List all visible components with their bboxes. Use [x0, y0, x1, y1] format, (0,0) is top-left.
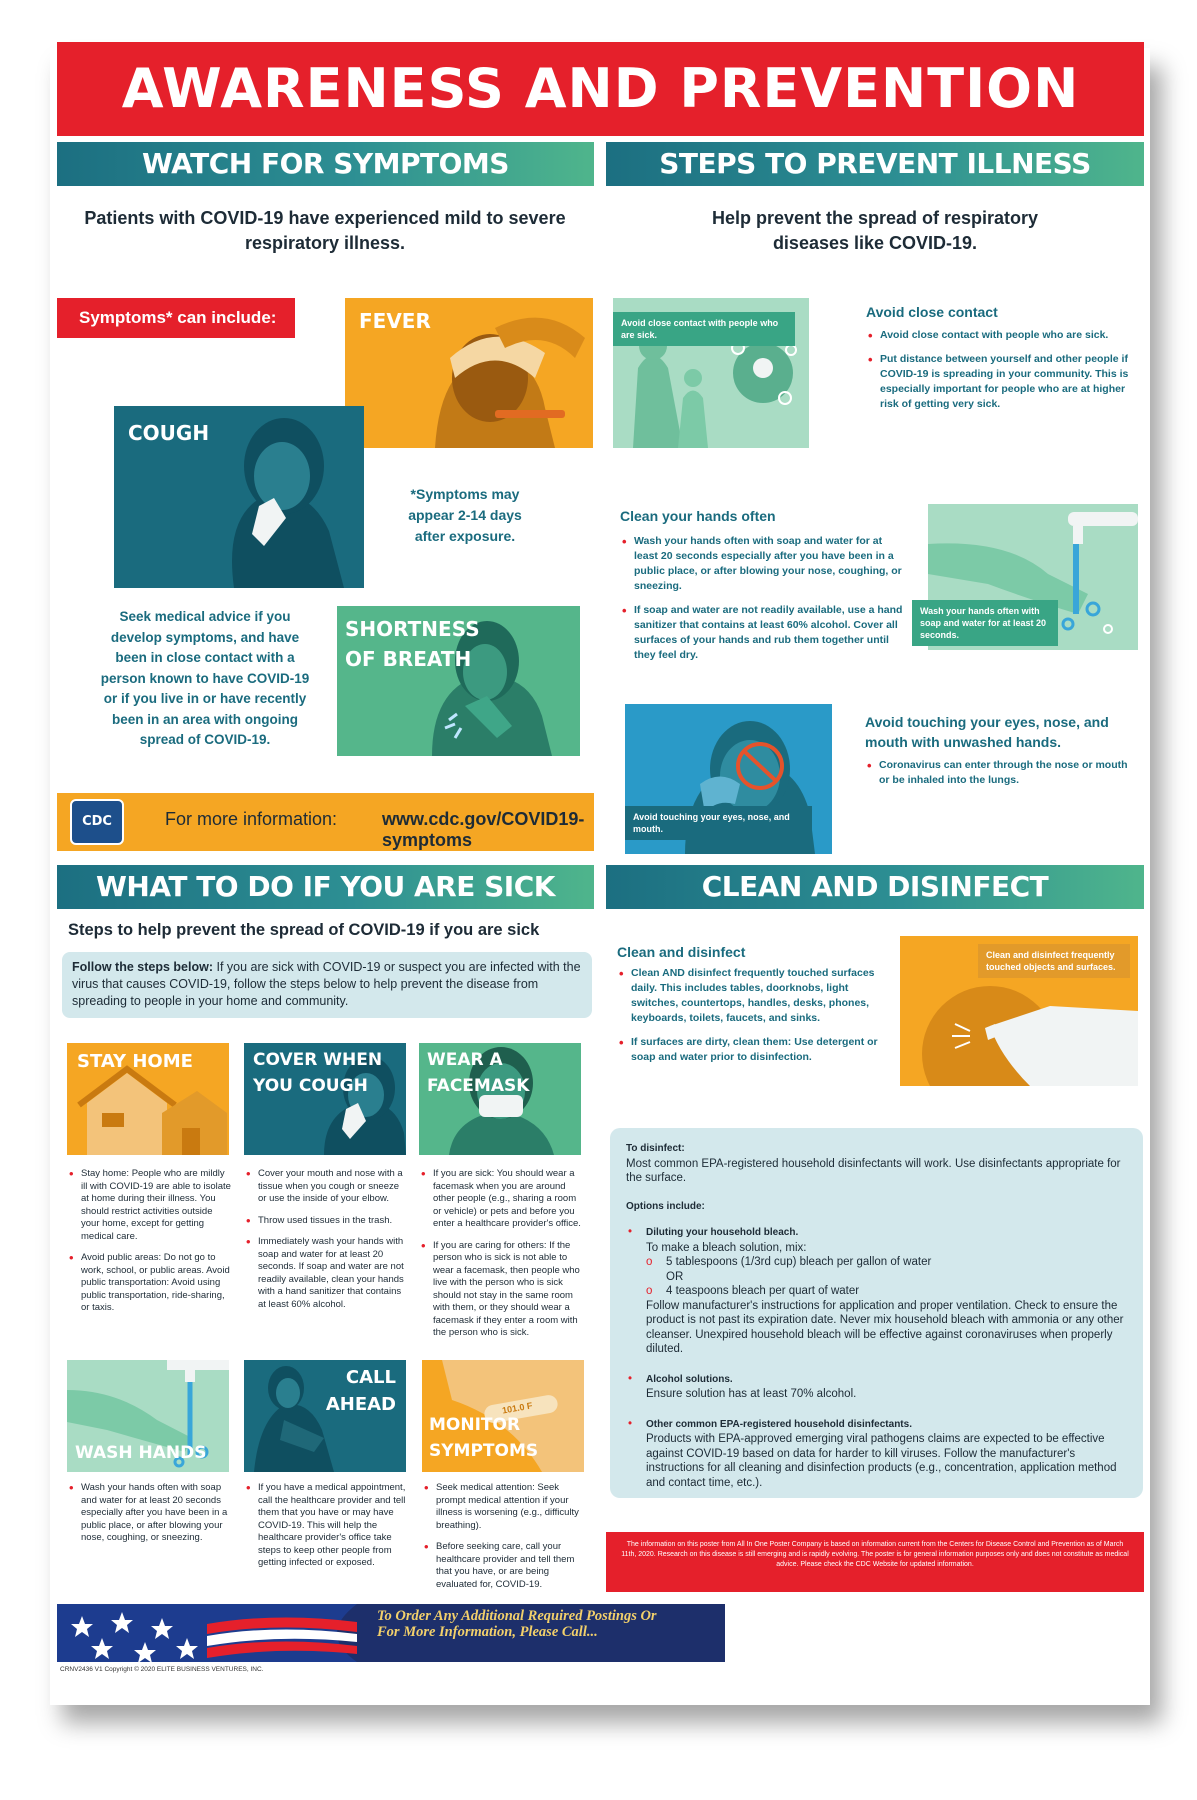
shortness-tile	[337, 606, 580, 756]
step-tile-monitor	[422, 1360, 584, 1472]
step-tile-stay-home	[67, 1043, 229, 1155]
step-label-stay-home: STAY HOME	[77, 1051, 193, 1072]
list-item: • Cover your mouth and nose with a tissue when you cough or sneeze or use the inside of your elbow.	[244, 1168, 408, 1206]
bleach-opt2-text: 4 teaspoons bleach per quart of water	[666, 1285, 860, 1297]
follow-steps-label: Follow the steps below:	[72, 960, 213, 974]
touch-face-caption: Avoid touching your eyes, nose, and mouth.	[625, 806, 812, 840]
bullet-icon: •	[628, 1372, 633, 1385]
symptoms-advice: Seek medical advice if you develop symptoms, and have been in close contact with a person known to have COVID-19 or if you live in or have recently been in an area with ongoing spread of COVID-19.	[100, 609, 310, 747]
close-contact-title: Avoid close contact	[866, 304, 998, 320]
list-item: • If surfaces are dirty, clean them: Use detergent or soap and water prior to disinfection.	[617, 1035, 879, 1065]
step-tile-cover-cough	[244, 1043, 406, 1155]
step-label-line2: FACEMASK	[427, 1076, 530, 1096]
list-item: • Wash your hands often with soap and water for at least 20 seconds especially after you have been in a public place, or after blowing your nose, coughing, or sneezing.	[620, 534, 908, 594]
options-label: Options include:	[626, 1200, 705, 1212]
step-tile-wash-hands	[67, 1360, 229, 1472]
fever-tile	[345, 298, 593, 448]
list-item: • If you have a medical appointment, call the healthcare provider and tell them that you have or may have COVID-19. This will help the healthcare provider's office take steps to keep other people from getting infected or exposed.	[244, 1482, 410, 1570]
more-info-prefix: For more information:	[165, 809, 338, 829]
other-text: Products with EPA-approved emerging viral pathogens claims are expected to be effective against COVID-19 based on data for harder to kill viruses. Follow the manufacturer's instructions for all cleaning and disinfection products (e.g., concentration, application method and contact time, etc.).	[646, 1433, 1117, 1489]
list-item: • Seek medical attention: Seek prompt medical attention if your illness is worsening (e.g., difficulty breathing).	[422, 1482, 588, 1532]
order-text: To Order Any Additional Required Postings Or For More Information, Please Call...	[377, 1608, 657, 1640]
list-item: • If you are caring for others: If the person who is sick is not able to wear a facemask, then people who live with the person who is sick should not stay in the same room with them, or they should wear a facemask if they enter a room with the person who is sick.	[419, 1240, 587, 1340]
list-item: • Stay home: People who are mildly ill with COVID-19 are able to isolate at home during their illness. You should restrict activities outside your home, except for getting medical care.	[67, 1168, 233, 1243]
step-list-call-ahead	[244, 1482, 410, 1579]
list-item: • If you are sick: You should wear a facemask when you are around other people (e.g., sharing a room or vehicle) or pets and before you enter a healthcare provider's office.	[419, 1168, 587, 1231]
step-label-line2: YOU COUGH	[253, 1076, 368, 1096]
alcohol-title: Alcohol solutions.	[646, 1373, 733, 1385]
list-item: • Immediately wash your hands with soap and water for at least 20 seconds. If soap and water are not readily available, clean your hands with a hand sanitizer that contains at least 60% alcohol.	[244, 1236, 408, 1311]
step-label-line1: CALL	[345, 1367, 396, 1388]
touch-face-title: Avoid touching your eyes, nose, and mouth with unwashed hands.	[865, 714, 1109, 750]
order-banner	[57, 1604, 725, 1662]
list-item: • Wash your hands often with soap and water for at least 20 seconds especially after you have been in a public place, or after blowing your nose, coughing, or sneezing.	[67, 1482, 233, 1545]
shortness-label-line1: SHORTNESS	[345, 617, 480, 641]
hands-title: Clean your hands often	[620, 508, 776, 524]
list-item: • Throw used tissues in the trash.	[244, 1215, 408, 1228]
alcohol-option	[626, 1373, 1125, 1402]
step-label-cover-cough	[253, 1047, 382, 1099]
step-tile-call-ahead	[244, 1360, 406, 1472]
list-item: • If soap and water are not readily available, use a hand sanitizer that contains at least 60% alcohol. Cover all surfaces of your hands and rub them together until they feel dry.	[620, 603, 908, 663]
cdc-logo	[70, 799, 124, 845]
bleach-opt1	[646, 1255, 1125, 1270]
poster-title: AWARENESS AND PREVENTION	[57, 42, 1144, 136]
section-heading-symptoms: WATCH FOR SYMPTOMS	[57, 142, 594, 186]
other-option	[626, 1418, 1125, 1491]
step-tile-facemask	[419, 1043, 581, 1155]
section-heading-prevent: STEPS TO PREVENT ILLNESS	[606, 142, 1144, 186]
bullet-icon: •	[628, 1226, 633, 1238]
symptoms-note: *Symptoms may appear 2-14 days after exposure.	[408, 486, 522, 544]
step-label-monitor	[429, 1412, 538, 1464]
disinfect-box	[610, 1128, 1143, 1498]
bleach-text: Follow manufacturer's instructions for application and proper ventilation. Check to ensure the product is not past its expiration date. Never mix household bleach with ammonia or any other cleanser. Unexpired household bleach will be effective against coronaviruses when properly diluted.	[646, 1299, 1124, 1355]
bleach-or: OR	[666, 1270, 684, 1283]
list-item: • Put distance between yourself and other people if COVID-19 is spreading in your community. This is especially important for people who are at higher risk of getting very sick.	[866, 352, 1138, 412]
step-label-line1: WEAR A	[427, 1050, 503, 1070]
disclaimer-bar: The information on this poster from All In One Poster Company is based on information current from the Centers for Disease Control and Prevention as of March 11th, 2020. Research on this disease is still emerging and is rapidly evolving. The poster is for general information purposes only and does not constitute as medical advice. Please check the CDC Website for updated information.	[606, 1532, 1144, 1592]
step-label-call-ahead	[326, 1364, 396, 1418]
symptoms-tag: Symptoms* can include:	[57, 298, 295, 338]
close-contact-caption: Avoid close contact with people who are sick.	[613, 312, 795, 346]
cdc-logo-text: CDC	[82, 814, 112, 829]
fever-label: FEVER	[359, 309, 431, 333]
cough-label: COUGH	[128, 421, 210, 445]
circle-bullet-icon: o	[646, 1256, 653, 1268]
cough-tile	[114, 406, 364, 588]
list-item: • Before seeking care, call your healthcare provider and tell them that you have, or are being evaluated for, COVID-19.	[422, 1541, 588, 1591]
step-list-monitor	[422, 1482, 588, 1600]
bleach-option	[626, 1226, 1125, 1357]
step-label-facemask	[427, 1047, 529, 1099]
clean-title: Clean and disinfect	[617, 944, 746, 960]
copyright: CRNV2436 V1 Copyright © 2020 ELITE BUSINESS VENTURES, INC.	[60, 1666, 264, 1673]
follow-steps-box	[62, 952, 592, 1018]
cdc-info-bar	[57, 793, 594, 851]
alcohol-text: Ensure solution has at least 70% alcohol.	[646, 1388, 857, 1400]
bleach-intro: To make a bleach solution, mix:	[646, 1241, 807, 1254]
hands-list	[620, 534, 908, 672]
clean-list	[617, 966, 879, 1074]
thermometer-reading: 101.0 F	[501, 1400, 534, 1416]
symptoms-intro: Patients with COVID-19 have experienced mild to severe respiratory illness.	[84, 208, 566, 253]
step-label-wash-hands: WASH HANDS	[75, 1443, 207, 1463]
list-item: • Coronavirus can enter through the nose or mouth or be inhaled into the lungs.	[865, 758, 1137, 788]
step-label-line2: AHEAD	[325, 1394, 396, 1415]
close-contact-image	[613, 298, 809, 448]
step-list-facemask	[419, 1168, 587, 1349]
clean-caption: Clean and disinfect frequently touched objects and surfaces.	[978, 944, 1130, 978]
more-info-link[interactable]: www.cdc.gov/COVID19-symptoms	[382, 809, 585, 850]
step-label-line2: SYMPTOMS	[429, 1441, 539, 1461]
close-contact-list	[866, 328, 1138, 421]
step-list-wash-hands	[67, 1482, 233, 1554]
bleach-title: Diluting your household bleach.	[646, 1227, 799, 1238]
shortness-label-line2: OF BREATH	[345, 647, 472, 671]
step-label-line1: COVER WHEN	[253, 1050, 383, 1070]
hands-caption: Wash your hands often with soap and water for at least 20 seconds.	[912, 600, 1058, 646]
sick-intro: Steps to help prevent the spread of COVID-19 if you are sick	[68, 921, 540, 939]
step-label-line1: MONITOR	[429, 1415, 521, 1435]
section-heading-clean: CLEAN AND DISINFECT	[606, 865, 1144, 909]
shortness-label	[345, 614, 480, 674]
section-heading-sick: WHAT TO DO IF YOU ARE SICK	[57, 865, 594, 909]
clean-image	[900, 936, 1138, 1086]
circle-bullet-icon: o	[646, 1285, 653, 1297]
prevent-intro: Help prevent the spread of respiratory diseases like COVID-19.	[711, 208, 1039, 253]
disinfect-label: To disinfect:	[626, 1143, 685, 1154]
touch-face-list	[865, 758, 1137, 797]
list-item: • Avoid public areas: Do not go to work, school, or public areas. Avoid public transportation: Avoid using public transportation, ride-sharing, or taxis.	[67, 1252, 233, 1315]
list-item: • Avoid close contact with people who are sick.	[866, 328, 1138, 343]
disinfect-text: Most common EPA-registered household disinfectants will work. Use disinfectants appropriate for the surface.	[626, 1157, 1121, 1184]
list-item: • Clean AND disinfect frequently touched surfaces daily. This includes tables, doorknobs, light switches, countertops, handles, desks, phones, keyboards, toilets, faucets, and sinks.	[617, 966, 879, 1026]
bullet-icon: •	[628, 1417, 633, 1430]
other-title: Other common EPA-registered household disinfectants.	[646, 1418, 912, 1430]
bleach-opt1-text: 5 tablespoons (1/3rd cup) bleach per gallon of water	[666, 1256, 932, 1268]
step-list-cover-cough	[244, 1168, 408, 1320]
touch-face-image	[625, 704, 832, 854]
follow-steps-text: If you are sick with COVID-19 or suspect you are infected with the virus that causes COVID-19, follow the steps below to help prevent the disease from spreading to people in your home and community.	[72, 960, 581, 1008]
step-list-stay-home	[67, 1168, 233, 1324]
bleach-opt2	[646, 1284, 1125, 1299]
